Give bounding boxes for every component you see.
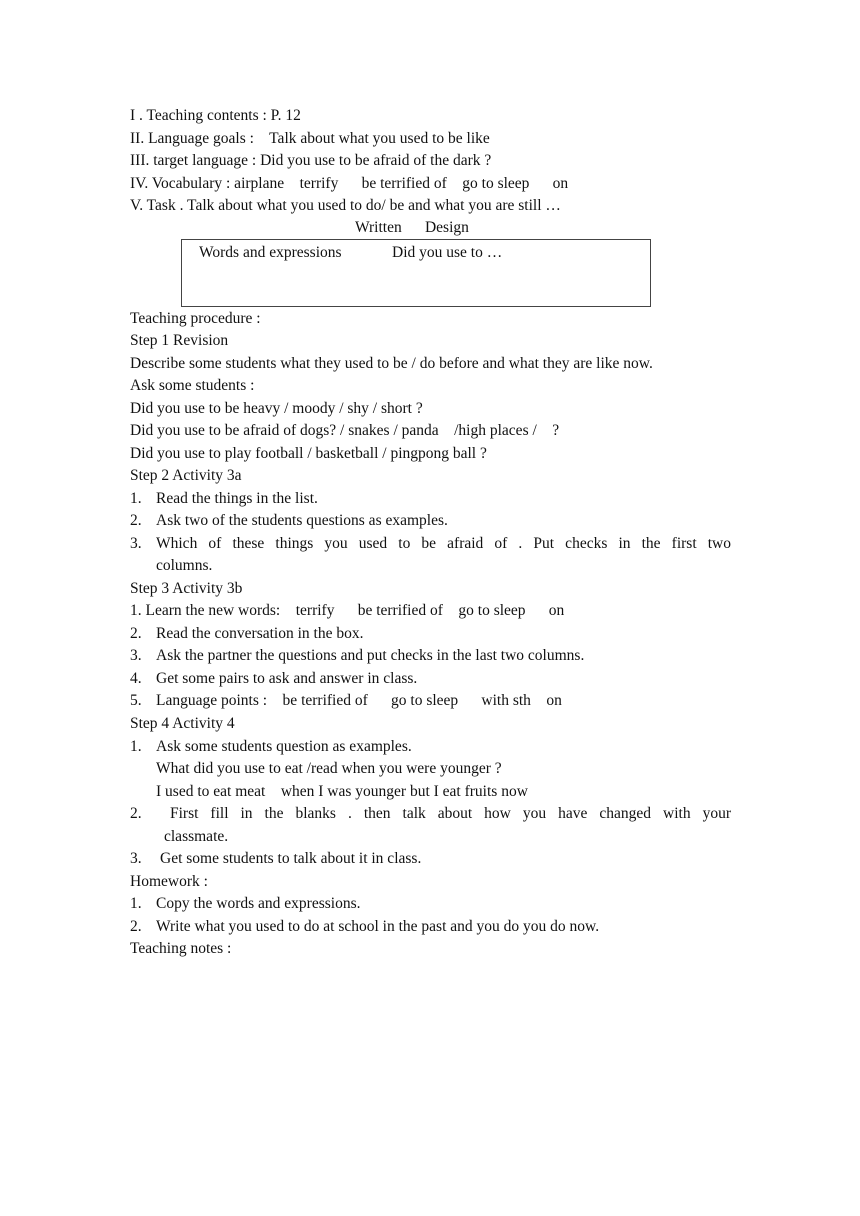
step3-item-text: Language points : be terrified of go to sleep with sth on <box>156 692 562 709</box>
homework-item-text: Copy the words and expressions. <box>156 895 361 912</box>
step3-item-text: Get some pairs to ask and answer in class. <box>156 670 418 687</box>
step3-item-text: Ask the partner the questions and put checks in the last two columns. <box>156 647 585 664</box>
step3-item-number: 3. <box>130 647 142 664</box>
step4-item-number: 3. <box>130 850 142 867</box>
step2-item-continuation: columns. <box>156 557 213 574</box>
homework-item-number: 1. <box>130 895 142 912</box>
vocabulary: IV. Vocabulary : airplane terrify be terrified of go to sleep on <box>130 175 569 192</box>
step3-item-number: 5. <box>130 692 142 709</box>
step4-item-text: Get some students to talk about it in class. <box>160 850 422 867</box>
step4-example-answer: I used to eat meat when I was younger but I eat fruits now <box>156 783 528 800</box>
teaching-notes-title: Teaching notes : <box>130 940 232 957</box>
homework-item-number: 2. <box>130 918 142 935</box>
step1-question-3: Did you use to play football / basketball / pingpong ball ? <box>130 445 487 462</box>
step3-item-number: 2. <box>130 625 142 642</box>
step2-item-text: Ask two of the students questions as examples. <box>156 512 448 529</box>
step4-item-text: First fill in the blanks . then talk about how you have changed with your <box>170 805 731 822</box>
homework-item-text: Write what you used to do at school in the past and you do you do now. <box>156 918 600 935</box>
target-language: III. target language : Did you use to be afraid of the dark ? <box>130 152 492 169</box>
step2-title: Step 2 Activity 3a <box>130 467 242 484</box>
step3-title: Step 3 Activity 3b <box>130 580 243 597</box>
step2-item-number: 3. <box>130 535 142 552</box>
step1-question-2: Did you use to be afraid of dogs? / snakes / panda /high places / ? <box>130 422 560 439</box>
step2-item-number: 2. <box>130 512 142 529</box>
step4-item-continuation: classmate. <box>164 828 229 845</box>
written-design-title: Written Design <box>355 219 469 236</box>
design-words-expressions: Words and expressions <box>199 244 342 261</box>
step4-example-question: What did you use to eat /read when you were younger ? <box>156 760 502 777</box>
step1-line1: Describe some students what they used to be / do before and what they are like now. <box>130 355 653 372</box>
step2-item-text: Read the things in the list. <box>156 490 318 507</box>
procedure-title: Teaching procedure : <box>130 310 261 327</box>
step3-item-text: Read the conversation in the box. <box>156 625 364 642</box>
step1-title: Step 1 Revision <box>130 332 229 349</box>
step3-item-number: 4. <box>130 670 142 687</box>
step1-question-1: Did you use to be heavy / moody / shy / short ? <box>130 400 423 417</box>
step3-item-1: 1. Learn the new words: terrify be terrified of go to sleep on <box>130 602 565 619</box>
task: V. Task . Talk about what you used to do/ be and what you are still … <box>130 197 561 214</box>
step4-item-text: Ask some students question as examples. <box>156 738 412 755</box>
step4-item-number: 1. <box>130 738 142 755</box>
design-did-you-use-to: Did you use to … <box>392 244 503 261</box>
homework-title: Homework : <box>130 873 208 890</box>
step2-item-text: Which of these things you used to be afraid of . Put checks in the first two <box>156 535 731 552</box>
step4-item-number: 2. <box>130 805 142 822</box>
language-goals: II. Language goals : Talk about what you used to be like <box>130 130 490 147</box>
step2-item-number: 1. <box>130 490 142 507</box>
written-design-box <box>181 239 651 307</box>
teaching-contents: I . Teaching contents : P. 12 <box>130 107 301 124</box>
step4-title: Step 4 Activity 4 <box>130 715 235 732</box>
step1-line2: Ask some students : <box>130 377 255 394</box>
